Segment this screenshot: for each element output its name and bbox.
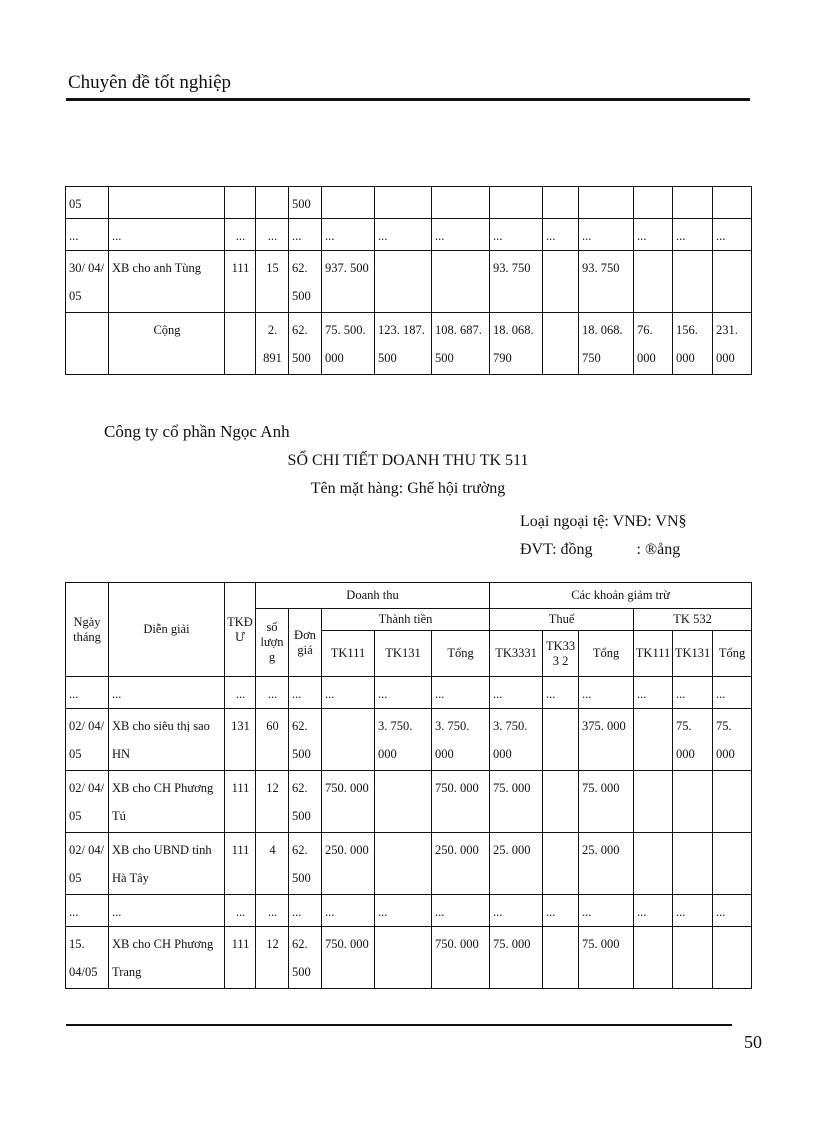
table-cell: 02/ 04/ 05 [66,771,109,833]
table-cell [490,187,543,219]
col-desc-header: Diễn giải [109,583,225,677]
table-cell: ... [673,895,713,927]
table-cell: ... [490,677,543,709]
table-cell: 750. 000 [322,927,375,989]
col-qty-header: số lượn g [256,609,289,677]
table-cell: 111 [225,927,256,989]
table-cell [713,833,752,895]
table-cell [543,709,579,771]
table-cell: 18. 068. 790 [490,313,543,375]
table-cell: ... [634,895,673,927]
table-cell [109,187,225,219]
table-cell: 937. 500 [322,251,375,313]
table-cell: 15. 04/05 [66,927,109,989]
table-cell: 123. 187. 500 [375,313,432,375]
table-cell: ... [490,219,543,251]
table-cell [543,833,579,895]
table-cell: ... [322,677,375,709]
revenue-table-continued [65,186,752,375]
table-cell: 75. 000 [490,927,543,989]
footer-rule [66,1024,732,1026]
table-cell [66,313,109,375]
table-row [66,927,752,989]
table-cell: ... [289,219,322,251]
table-cell [543,187,579,219]
table-cell [673,187,713,219]
table-cell: ... [579,219,634,251]
table-cell: ... [289,677,322,709]
table-cell [432,187,490,219]
table-cell: ... [634,677,673,709]
currency-line: Loại ngoại tệ: VNĐ: VN§ [520,513,687,530]
table-cell [673,833,713,895]
amount-group-header: Thành tiền [322,609,490,631]
header-rule [66,98,750,101]
table-cell: 62. 500 [289,771,322,833]
table-cell: 75. 000 [579,927,634,989]
table-cell: ... [109,677,225,709]
table-row [66,219,752,251]
table-cell: ... [109,895,225,927]
table-cell [673,927,713,989]
table-cell [634,927,673,989]
table-cell [713,927,752,989]
unit-line: ĐVT: đồng : ®ång [520,541,681,558]
table-row [66,187,752,219]
col-tk3331-header: TK3331 [490,631,543,677]
table-cell [375,251,432,313]
table-cell: ... [375,895,432,927]
table-cell: ... [673,219,713,251]
table-cell [225,313,256,375]
table-cell: ... [225,677,256,709]
table-cell [713,771,752,833]
table-cell: 12 [256,927,289,989]
table-cell: XB cho siêu thị sao HN [109,709,225,771]
table-cell: ... [225,895,256,927]
table-cell: ... [225,219,256,251]
tk532-group-header: TK 532 [634,609,752,631]
table-cell: 93. 750 [579,251,634,313]
col-tk131-header: TK131 [375,631,432,677]
tax-group-header: Thuế [490,609,634,631]
table-cell [634,771,673,833]
table-cell: 2. 891 [256,313,289,375]
table-cell: 18. 068. 750 [579,313,634,375]
table-cell: ... [322,219,375,251]
table-cell: Cộng [109,313,225,375]
table-cell: ... [109,219,225,251]
page-header-title: Chuyên đề tốt nghiệp [68,72,232,93]
col-tax-total-header: Tổng [579,631,634,677]
table-cell: ... [432,895,490,927]
table-cell [634,251,673,313]
table-cell: 62. 500 [289,927,322,989]
table-cell [673,771,713,833]
table-cell: 108. 687. 500 [432,313,490,375]
table-cell [543,927,579,989]
table-cell: 750. 000 [322,771,375,833]
table-cell: 15 [256,251,289,313]
table-cell: ... [432,677,490,709]
table-row [66,313,752,375]
table-cell: 60 [256,709,289,771]
table-cell [225,187,256,219]
table-cell: ... [375,219,432,251]
table-cell: ... [375,677,432,709]
table-row [66,895,752,927]
table-cell: ... [66,895,109,927]
table-cell: ... [634,219,673,251]
table-cell: 25. 000 [490,833,543,895]
col-date-header: Ngày tháng [66,583,109,677]
table-cell: 02/ 04/ 05 [66,709,109,771]
table-cell: ... [543,219,579,251]
table-cell: 4 [256,833,289,895]
table-cell: ... [713,895,752,927]
table-cell: ... [256,895,289,927]
table-cell [375,187,432,219]
table-cell: 62. 500 [289,833,322,895]
table-cell: 75. 000 [713,709,752,771]
table-row [66,771,752,833]
table-cell: ... [490,895,543,927]
table-cell: 231. 000 [713,313,752,375]
table-cell: 375. 000 [579,709,634,771]
table2-header [66,583,752,677]
revenue-group-header: Doanh thu [256,583,490,609]
table-cell: 131 [225,709,256,771]
col-d131-header: TK131 [673,631,713,677]
table-cell: ... [579,677,634,709]
table-cell: 3. 750. 000 [432,709,490,771]
col-d-total-header: Tổng [713,631,752,677]
table-cell: ... [256,219,289,251]
page-number: 50 [744,1032,762,1052]
table-cell: ... [66,219,109,251]
table-cell: XB cho CH Phương Tú [109,771,225,833]
table-cell: 30/ 04/ 05 [66,251,109,313]
table-cell [579,187,634,219]
table-cell: 3. 750. 000 [490,709,543,771]
table-cell: 25. 000 [579,833,634,895]
table-cell: 62. 500 [289,251,322,313]
table-cell: ... [673,677,713,709]
col-tk3332-header: TK333 2 [543,631,579,677]
table-row [66,709,752,771]
col-total-header: Tổng [432,631,490,677]
table-cell [322,709,375,771]
table-cell: 750. 000 [432,771,490,833]
table-cell [713,187,752,219]
table-cell: XB cho anh Tùng [109,251,225,313]
table-cell: 62. 500 [289,313,322,375]
table-cell: 05 [66,187,109,219]
table-cell [375,771,432,833]
table-cell: ... [543,677,579,709]
table-cell: 93. 750 [490,251,543,313]
col-account-header: TKĐ Ư [225,583,256,677]
table-cell: 75. 500. 000 [322,313,375,375]
table-cell: 75. 000 [579,771,634,833]
table-cell [634,833,673,895]
table-cell: 250. 000 [322,833,375,895]
table-cell: 62. 500 [289,709,322,771]
table-row [66,833,752,895]
table-cell: ... [579,895,634,927]
table-cell: 111 [225,771,256,833]
table-cell [543,771,579,833]
table-cell [543,251,579,313]
col-d111-header: TK111 [634,631,673,677]
table-cell: ... [66,677,109,709]
table-cell: 156. 000 [673,313,713,375]
table-cell [322,187,375,219]
table-cell [634,187,673,219]
table-cell [432,251,490,313]
company-name: Công ty cổ phần Ngọc Anh [104,422,290,441]
table-cell: 12 [256,771,289,833]
table-cell [375,927,432,989]
revenue-detail-table [65,582,752,989]
table2-body [66,677,752,989]
table-cell [375,833,432,895]
table1-body [66,187,752,375]
product-name: Tên mặt hàng: Ghế hội trường [310,480,506,497]
table-cell: ... [713,219,752,251]
table-cell: ... [713,677,752,709]
table-cell: 75. 000 [490,771,543,833]
table-cell [673,251,713,313]
table-cell: ... [322,895,375,927]
table-cell: XB cho UBND tỉnh Hà Tây [109,833,225,895]
table-cell: XB cho CH Phương Trang [109,927,225,989]
table-cell: ... [543,895,579,927]
table-cell: 111 [225,833,256,895]
table-cell: 75. 000 [673,709,713,771]
table-row [66,677,752,709]
table-cell: ... [256,677,289,709]
table-cell: 111 [225,251,256,313]
table-cell: 02/ 04/ 05 [66,833,109,895]
table-cell: ... [289,895,322,927]
table-cell: ... [432,219,490,251]
table-cell [713,251,752,313]
table-cell: 500 [289,187,322,219]
col-tk111-header: TK111 [322,631,375,677]
table-cell: 3. 750. 000 [375,709,432,771]
deductions-group-header: Các khoản giảm trừ [490,583,752,609]
table-cell [256,187,289,219]
table-cell [634,709,673,771]
col-price-header: Đơn giá [289,609,322,677]
table-cell [543,313,579,375]
table-cell: 76. 000 [634,313,673,375]
table-cell: 750. 000 [432,927,490,989]
table-cell: 250. 000 [432,833,490,895]
table-row [66,251,752,313]
report-title: SỔ CHI TIẾT DOANH THU TK 511 [287,452,529,469]
